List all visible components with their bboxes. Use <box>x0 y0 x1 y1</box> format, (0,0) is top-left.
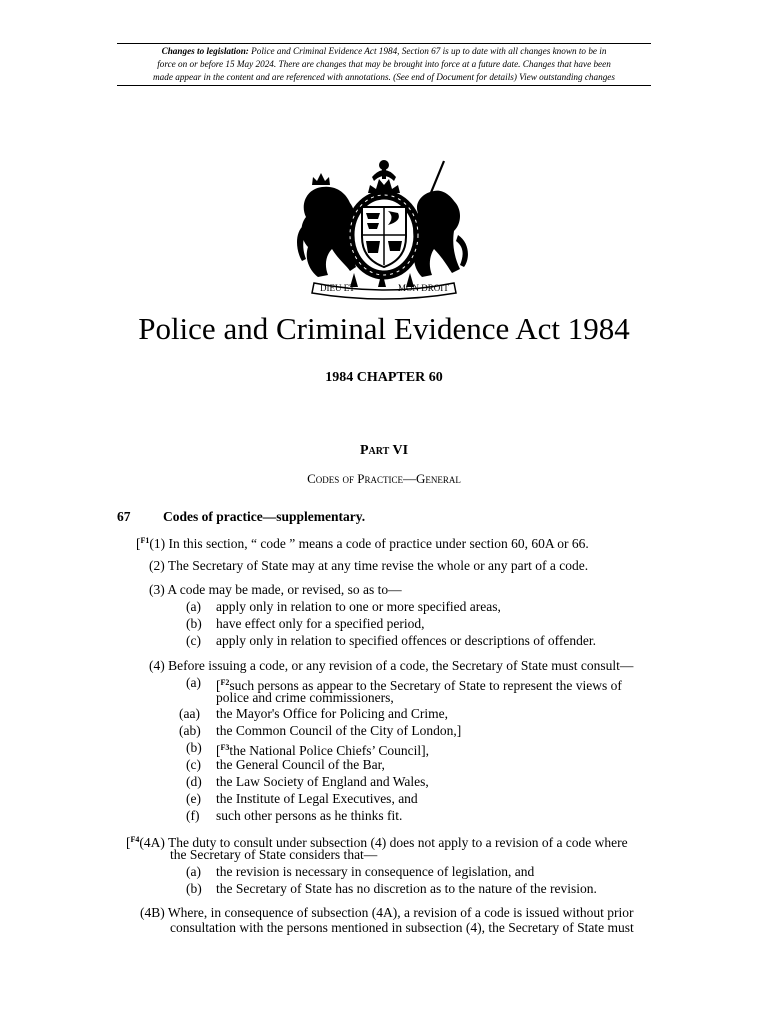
line-text: the Common Council of the City of London,] <box>216 723 462 738</box>
text-line <box>186 740 202 756</box>
text-line <box>186 808 200 824</box>
text-line <box>149 582 402 598</box>
line-text: (3) A code may be made, or revised, so as to— <box>149 582 402 597</box>
document-title: Police and Criminal Evidence Act 1984 <box>138 311 630 346</box>
line-text: (ab) <box>179 723 201 738</box>
line-text: (b) <box>186 740 202 755</box>
text-line <box>216 791 418 807</box>
changes-label: Changes to legislation: <box>161 46 249 56</box>
text-line <box>179 723 201 739</box>
line-text: the revision is necessary in consequence of legislation, and <box>216 864 535 879</box>
text-line <box>216 723 461 739</box>
line-text: (b) <box>186 616 202 631</box>
line-text: the Law Society of England and Wales, <box>216 774 429 789</box>
annotation-bracket: [ <box>136 536 141 551</box>
text-line <box>216 808 402 824</box>
line-text: the Institute of Legal Executives, and <box>216 791 418 806</box>
text-line <box>186 675 201 691</box>
line-text: consultation with the persons mentioned in subsection (4), the Secretary of State must <box>170 920 634 935</box>
line-text: (1) In this section, “ code ” means a code of practice under section 60, 60A or 66. <box>149 536 589 551</box>
royal-coat-of-arms-icon <box>294 155 474 300</box>
line-text: (b) <box>186 881 202 896</box>
annotation-ref-f4[interactable]: F4 <box>130 835 140 844</box>
text-line <box>170 920 634 936</box>
text-line <box>216 633 596 649</box>
line-text: (4A) The duty to consult under subsection (4) does not apply to a revision of a code where <box>139 835 628 850</box>
line-text: (c) <box>186 633 201 648</box>
line-text: (f) <box>186 808 200 823</box>
line-text: the Mayor's Office for Policing and Crime, <box>216 706 449 721</box>
annotation-bracket: [ <box>216 743 221 758</box>
text-line <box>149 558 588 574</box>
annotation-ref-f3[interactable]: F3 <box>220 743 230 752</box>
line-text: (c) <box>186 757 201 772</box>
motto-right: MON DROIT <box>398 283 449 293</box>
text-line <box>186 881 202 897</box>
text-line <box>216 706 448 722</box>
changes-banner <box>117 43 651 86</box>
text-line <box>186 757 201 773</box>
text-line <box>186 616 202 632</box>
line-text: apply only in relation to one or more specified areas, <box>216 599 501 614</box>
line-text: police and crime commissioners, <box>216 690 394 705</box>
text-line <box>216 599 501 615</box>
annotation-ref-f1[interactable]: F1 <box>140 536 150 545</box>
line-text: have effect only for a specified period, <box>216 616 425 631</box>
text-line <box>216 757 385 773</box>
line-text: (e) <box>186 791 201 806</box>
text-line <box>170 847 377 863</box>
annotation-ref-f2[interactable]: F2 <box>220 678 230 687</box>
line-text: the Secretary of State considers that— <box>170 847 378 862</box>
text-line <box>216 881 597 897</box>
line-text: (a) <box>186 599 201 614</box>
line-text: (a) <box>186 675 201 690</box>
annotation-bracket: [ <box>126 835 131 850</box>
annotation-bracket: [ <box>216 678 221 693</box>
line-text: apply only in relation to specified offences or descriptions of offender. <box>216 633 597 648</box>
line-text: (4) Before issuing a code, or any revision of a code, the Secretary of State must consult— <box>149 658 634 673</box>
line-text: such persons as appear to the Secretary of State to represent the views of <box>229 678 622 693</box>
text-line <box>216 616 425 632</box>
changes-text-3: made appear in the content and are referenced with annotations. (See end of Document for details) View outstanding changes <box>153 72 615 82</box>
section-number: 67 <box>117 509 131 524</box>
text-line <box>186 864 201 880</box>
text-line <box>186 774 202 790</box>
text-line <box>186 599 201 615</box>
line-text: such other persons as he thinks fit. <box>216 808 403 823</box>
line-text: the Secretary of State has no discretion as to the nature of the revision. <box>216 881 597 896</box>
text-line <box>216 774 429 790</box>
section-title: Codes of practice—supplementary. <box>163 509 366 524</box>
text-line <box>179 706 200 722</box>
chapter-heading: 1984 CHAPTER 60 <box>325 370 443 385</box>
text-line <box>140 905 634 921</box>
line-text: (aa) <box>179 706 200 721</box>
changes-text-2: force on or before 15 May 2024. There are changes that may be brought into force at a future date. Changes that have been <box>157 59 611 69</box>
changes-text-1: Police and Criminal Evidence Act 1984, Section 67 is up to date with all changes known to be in <box>248 46 607 56</box>
text-line <box>216 690 394 706</box>
motto-left: DIEU ET <box>320 283 355 293</box>
line-text: the National Police Chiefs’ Council], <box>229 743 429 758</box>
line-text: (a) <box>186 864 201 879</box>
text-line <box>186 791 201 807</box>
text-line <box>136 533 589 552</box>
line-text: (d) <box>186 774 202 789</box>
text-line <box>186 633 201 649</box>
line-text: (4B) Where, in consequence of subsection (4A), a revision of a code is issued without prior <box>140 905 634 920</box>
text-line <box>149 658 633 674</box>
line-text: (2) The Secretary of State may at any time revise the whole or any part of a code. <box>149 558 589 573</box>
text-line <box>216 864 534 880</box>
part-subheading: Codes of Practice—General <box>307 471 461 486</box>
line-text: the General Council of the Bar, <box>216 757 385 772</box>
part-heading: Part VI <box>359 443 409 458</box>
